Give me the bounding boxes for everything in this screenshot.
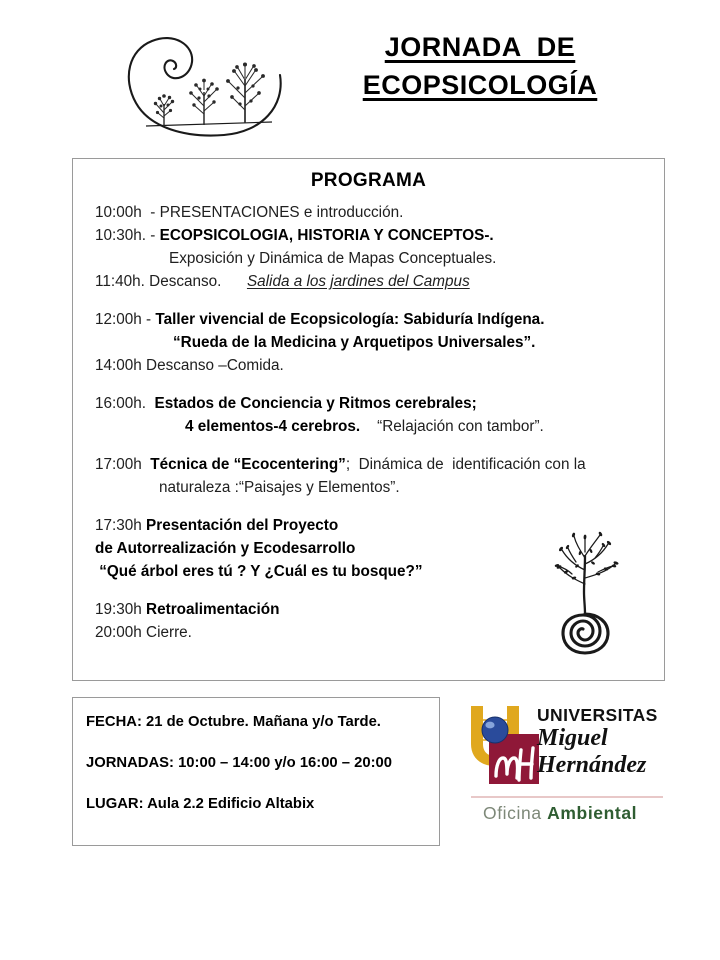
umh-logo-top <box>463 698 668 796</box>
umh-universitas-text: UNIVERSITAS <box>537 705 658 725</box>
program-line <box>73 392 664 415</box>
page-title <box>330 28 630 105</box>
program-line-spacer <box>73 377 664 392</box>
program-text-segment: Exposición y Dinámica de Mapas Conceptuales. <box>169 250 497 267</box>
program-text-segment: “Relajación con tambor”. <box>360 418 544 435</box>
program-text-segment: Salida a los jardines del Campus <box>246 273 470 290</box>
program-line <box>73 354 664 377</box>
program-text-segment: 16:00h. <box>95 395 155 412</box>
program-text-segment: Estados de Conciencia y Ritmos cerebrales; <box>154 395 477 412</box>
program-text-segment: 17:00h <box>95 456 151 473</box>
program-line <box>73 453 664 476</box>
program-text-segment: 12:00h - <box>95 311 156 328</box>
program-text-segment: Taller vivencial de Ecopsicología: Sabiduría Indígena. <box>155 311 545 328</box>
umh-hernandez-text: Hernández <box>537 752 647 778</box>
program-text-segment: Presentación del Proyecto <box>146 517 339 534</box>
umh-logo <box>463 698 668 830</box>
program-text-segment: ; Dinámica de identificación con la <box>345 456 586 473</box>
program-text-segment: Técnica de “Ecocentering” <box>150 456 346 473</box>
program-text-segment: “Rueda de la Medicina y Arquetipos Universales”. <box>173 334 536 351</box>
event-details-panel <box>72 697 440 846</box>
program-line-spacer <box>73 293 664 308</box>
program-text-segment: 4 elementos-4 cerebros. <box>185 418 361 435</box>
title-line-1: JORNADA DE <box>384 32 576 62</box>
program-line <box>73 331 664 354</box>
event-venue: LUGAR: Aula 2.2 Edificio Altabix <box>86 796 315 812</box>
program-line <box>73 247 664 270</box>
umh-miguel-text: Miguel <box>537 725 608 751</box>
event-date: FECHA: 21 de Octubre. Mañana y/o Tarde. <box>86 714 381 730</box>
program-text-segment: 17:30h <box>95 517 147 534</box>
logo-divider <box>471 796 663 798</box>
program-line <box>73 201 664 224</box>
umh-emblem-icon <box>463 700 541 788</box>
program-heading: PROGRAMA <box>310 170 427 191</box>
program-text-segment: ECOPSICOLOGIA, HISTORIA Y CONCEPTOS-. <box>159 227 494 244</box>
program-text-segment: 20:00h Cierre. <box>95 624 192 641</box>
program-text-segment: 10:30h. - <box>95 227 160 244</box>
oficina-ambiental-label <box>483 803 637 824</box>
program-line <box>73 270 664 293</box>
oficina-text: Oficina <box>483 803 548 823</box>
program-text-segment: 11:40h. Descanso. <box>95 273 247 290</box>
program-line <box>73 415 664 438</box>
ambiental-text: Ambiental <box>547 803 638 823</box>
program-line <box>73 224 664 247</box>
program-text-segment: naturaleza :“Paisajes y Elementos”. <box>159 479 400 496</box>
program-line <box>73 476 664 499</box>
program-line <box>73 308 664 331</box>
program-text-segment: 14:00h Descanso –Comida. <box>95 357 284 374</box>
program-panel <box>72 158 665 681</box>
program-text-segment: 10:00h - PRESENTACIONES e introducción. <box>95 204 404 221</box>
program-text-segment: 19:30h <box>95 601 147 618</box>
program-text-segment: Retroalimentación <box>146 601 280 618</box>
event-hours: JORNADAS: 10:00 – 14:00 y/o 16:00 – 20:00 <box>86 755 392 771</box>
program-line-spacer <box>73 499 664 514</box>
program-text-segment: de Autorrealización y Ecodesarrollo <box>95 540 356 557</box>
poster-header <box>0 0 720 150</box>
program-text-segment: “Qué árbol eres tú ? Y ¿Cuál es tu bosque?” <box>95 563 423 580</box>
spiral-with-three-trees-illustration <box>112 18 302 143</box>
program-line-spacer <box>73 438 664 453</box>
tree-with-spiral-roots-illustration <box>530 522 640 662</box>
umh-wordmark <box>537 706 658 779</box>
title-line-2: ECOPSICOLOGÍA <box>362 70 598 101</box>
